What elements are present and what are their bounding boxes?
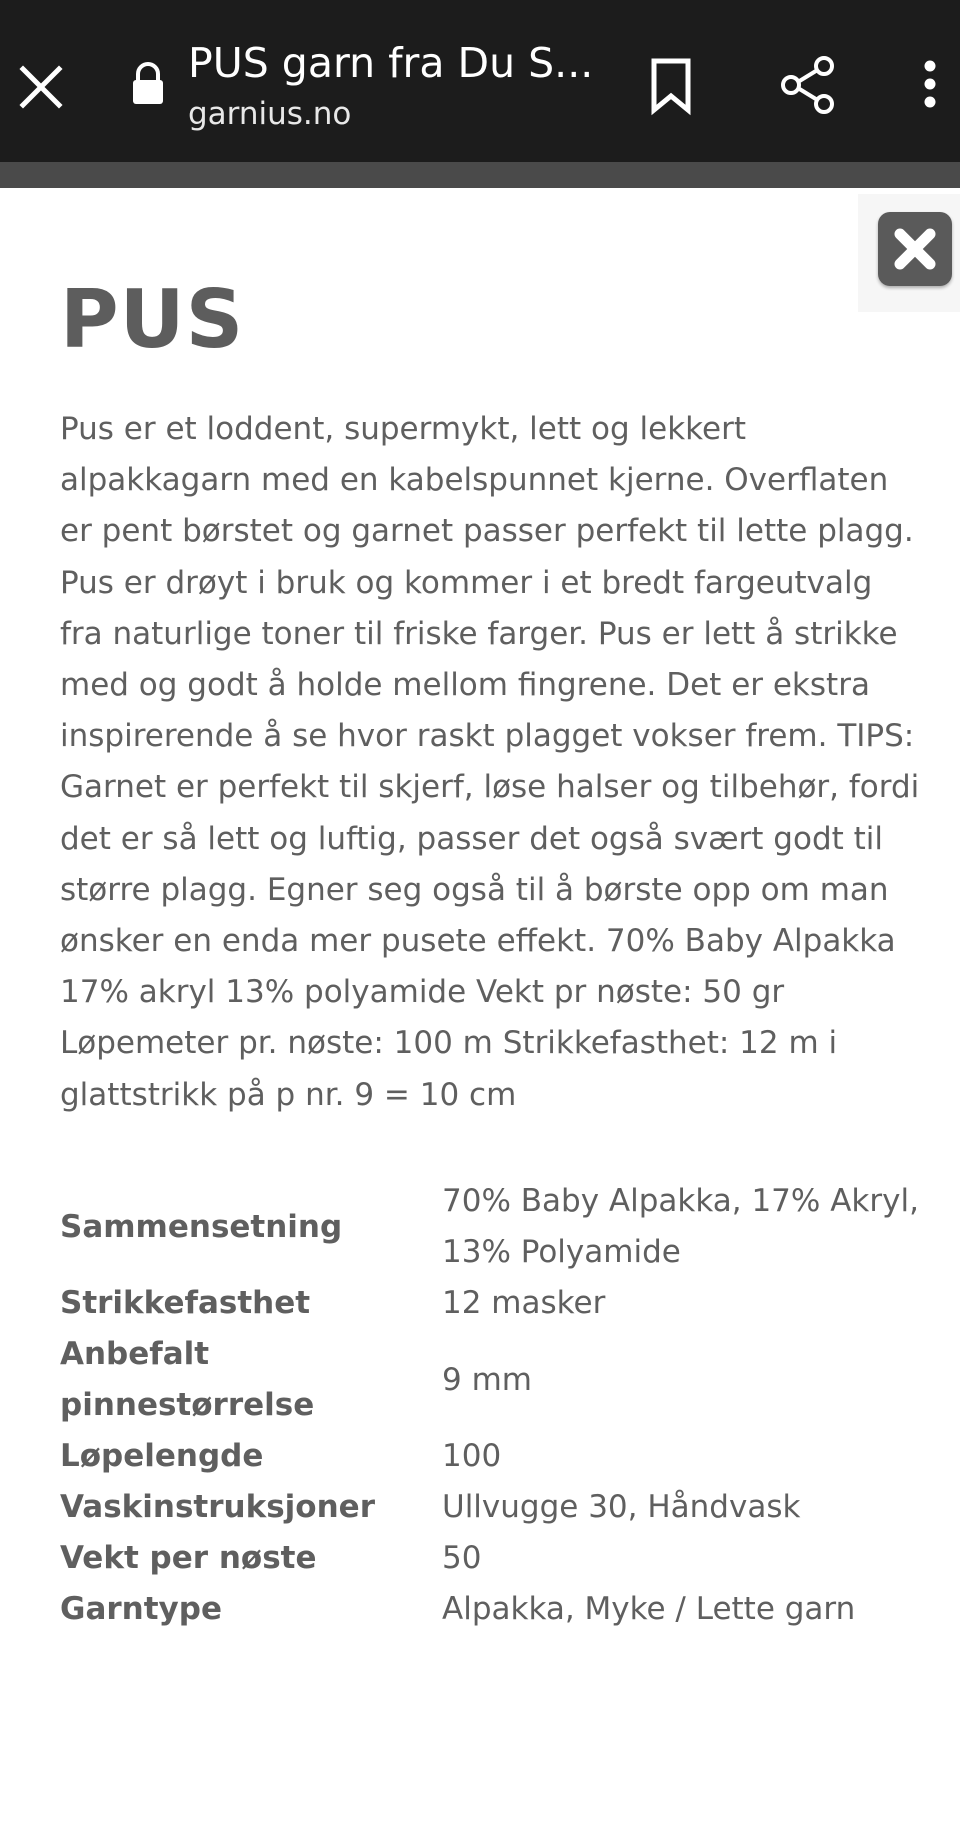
spec-label: Anbefalt pinnestørrelse	[60, 1336, 315, 1423]
modal-close-button[interactable]	[878, 212, 952, 286]
spec-row-pinnestorrelse	[60, 1329, 920, 1431]
lock-icon	[130, 62, 166, 106]
close-icon	[878, 212, 952, 286]
spec-value: 12 masker	[442, 1285, 606, 1321]
spec-row-vekt	[60, 1533, 920, 1584]
product-description: Pus er et loddent, supermykt, lett og lekkert alpakkagarn med en kabelspunnet kjerne. Overflaten er pent børstet og garnet passer perfekt til lette plagg. Pus er drøyt i bruk og kommer i et bredt fargeutvalg fra naturlige toner til friske farger. Pus er lett å strikke med og godt å holde mellom fingrene. Det er ekstra inspirerende å se hvor raskt plagget vokser frem. TIPS: Garnet er perfekt til skjerf, løse halser og tilbehør, fordi det er så lett og luftig, passer det også svært godt til større plagg. Egner seg også til å børste opp om man ønsker en enda mer pusete effekt. 70% Baby Alpakka 17% akryl 13% polyamide Vekt pr nøste: 50 gr Løpemeter pr. nøste: 100 m Strikkefasthet: 12 m i glattstrikk på p nr. 9 = 10 cm	[60, 411, 920, 1113]
spec-row-vaskinstruksjoner	[60, 1482, 920, 1533]
more-vert-icon[interactable]	[910, 58, 950, 114]
spec-value: Ullvugge 30, Håndvask	[442, 1489, 801, 1525]
spec-row-strikkefasthet	[60, 1278, 920, 1329]
spec-label: Garntype	[60, 1591, 222, 1627]
spec-value: 50	[442, 1540, 482, 1576]
spec-label: Løpelengde	[60, 1438, 264, 1474]
spec-row-sammensetning	[60, 1176, 920, 1278]
product-modal	[0, 188, 960, 1821]
share-icon[interactable]	[778, 54, 838, 116]
bookmark-icon[interactable]	[646, 56, 696, 116]
spec-label: Vekt per nøste	[60, 1540, 317, 1576]
spec-label: Vaskinstruksjoner	[60, 1489, 375, 1525]
spec-value: 100	[442, 1438, 502, 1474]
spec-row-garntype	[60, 1584, 920, 1635]
url-text[interactable]: garnius.no	[188, 96, 352, 132]
spec-label: Sammensetning	[60, 1208, 343, 1245]
spec-value: 70% Baby Alpakka, 17% Akryl, 13% Polyamide	[442, 1183, 919, 1270]
product-title: PUS	[60, 273, 245, 366]
specs-table	[60, 1176, 920, 1635]
spec-value: Alpakka, Myke / Lette garn	[442, 1591, 856, 1627]
close-icon[interactable]	[14, 60, 68, 114]
spec-value: 9 mm	[442, 1361, 532, 1398]
browser-toolbar	[0, 0, 960, 162]
page-tab-title[interactable]: PUS garn fra Du S...	[188, 39, 594, 87]
spec-label: Strikkefasthet	[60, 1285, 311, 1321]
page-load-strip	[0, 162, 960, 188]
spec-row-lopelengde	[60, 1431, 920, 1482]
